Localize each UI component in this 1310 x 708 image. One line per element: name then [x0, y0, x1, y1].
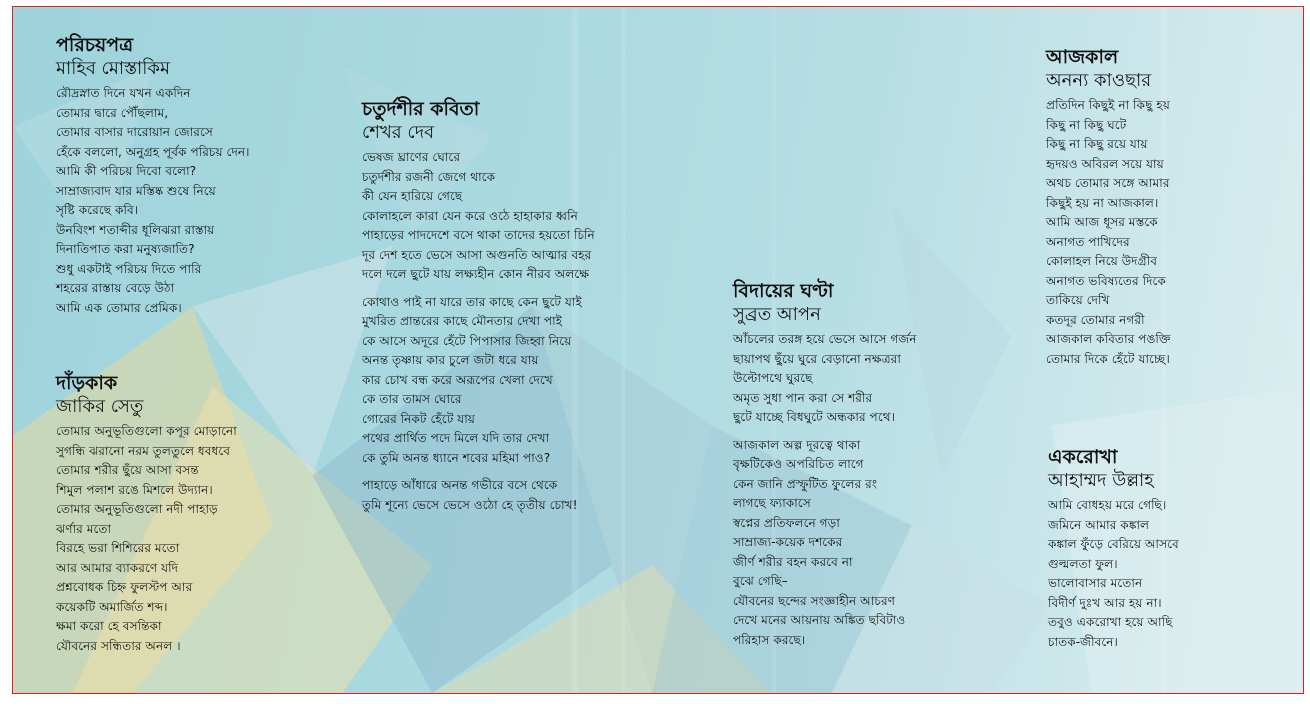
poem-line: আজকাল কবিতার পঙক্তি — [1046, 332, 1171, 346]
poem-line: শিমুল পলাশ রঙে মিশলে উদ্যান। — [56, 482, 213, 497]
poem-line: সৃষ্টি করেছে কবি। — [56, 203, 139, 217]
poem-line: লাগছে ফ্যাকাসে — [733, 496, 811, 510]
poem-darkak — [56, 371, 237, 664]
poem-line: তাকিয়ে দেখি — [1046, 293, 1110, 307]
poem-title: পরিচয়পত্র — [56, 34, 134, 56]
poem-line: বৃক্ষটিকেও অপরিচিত লাগে — [733, 457, 864, 471]
poem-line: তোমার শরীর ছুঁয়ে আসা বসন্ত — [56, 463, 199, 477]
poem-line: কঙ্কাল ফুঁড়ে বেরিয়ে আসবে — [1048, 537, 1179, 551]
poem-line: বুঝে গেছি– — [733, 574, 788, 588]
poem-ajkal — [1046, 45, 1171, 377]
poem-line: পথের প্রার্থিত পদে মিলে যদি তার দেখা — [362, 431, 550, 445]
poem-line: হেঁকে বললো, অনুগ্রহ পূর্বক পরিচয় দেন। — [56, 144, 250, 159]
poem-stanza — [362, 293, 595, 469]
poem-line: উনবিংশ শতাব্দীর ধূলিঝরা রাস্তায় — [56, 222, 215, 237]
poem-line: যৌবনের সন্ধিতার অনল । — [56, 638, 181, 653]
poem-porichoypotro — [56, 33, 250, 326]
poem-line: চাতক-জীবনে। — [1048, 634, 1118, 649]
poem-title: একরোখা — [1048, 446, 1118, 468]
poem-line: তোমার অনুভূতিগুলো নদী পাহাড় — [56, 502, 218, 516]
poem-line: শুধু একটাই পরিচয় দিতে পারি — [56, 261, 202, 276]
poem-line: কেন জানি প্রস্ফুটিত ফুলের রং — [733, 476, 878, 491]
poem-line: উল্টোপথে ঘুরছে — [733, 371, 813, 385]
poem-line: অথচ তোমার সঙ্গে আমার — [1046, 176, 1170, 190]
poem-title: দাঁড়কাক — [56, 372, 118, 394]
poem-stanza — [56, 422, 237, 656]
poem-line: ছায়াপথ ছুঁয়ে ঘুরে বেড়ানো নক্ষত্ররা — [733, 351, 901, 366]
poem-line: কার চোখ বন্ধ করে অরূপের খেলা দেখে — [362, 372, 553, 387]
poem-line: বিরহে ভরা শিশিরের মতো — [56, 541, 180, 555]
poem-ekrokha — [1048, 445, 1179, 660]
poem-author: জাকির সেতু — [56, 396, 144, 417]
poem-line: অনন্ত তৃষ্ণায় কার চুলে জটা ধরে যায় — [362, 353, 539, 367]
poem-line: আঁচলের তরঙ্গ হয়ে ভেসে আসে গর্জন — [733, 332, 917, 346]
poem-line: সাম্রাজ্যবাদ যার মস্তিষ্ক শুষে নিয়ে — [56, 183, 216, 198]
poem-line: কতদূর তোমার নগরী — [1046, 312, 1145, 327]
poem-line: তোমার দিকে হেঁটে যাচ্ছে। — [1046, 351, 1170, 366]
poem-line: তোমার দ্বারে পৌঁছলাম, — [56, 105, 169, 120]
poem-line: প্রতিদিন কিছুই না কিছু হয় — [1046, 98, 1170, 112]
poem-stanza — [362, 476, 595, 515]
poem-title: আজকাল — [1046, 46, 1119, 68]
poem-line: তোমার বাসার দারোয়ান জোরসে — [56, 125, 213, 139]
poem-stanza — [733, 330, 917, 428]
poetry-page — [12, 6, 1304, 694]
poem-line: আমি কী পরিচয় দিবো বলো? — [56, 164, 197, 178]
poem-line: অনাগত ভবিষ্যতের দিকে — [1046, 273, 1166, 288]
poem-line: গুল্মলতা ফুল। — [1048, 556, 1118, 571]
poem-line: ছুটে যাচ্ছে বিধঘুটে অন্ধকার পথে। — [733, 410, 895, 424]
poem-line: কিছু না কিছু রয়ে যায় — [1046, 137, 1148, 151]
poem-line: কে তার তামস ঘোরে — [362, 392, 462, 406]
poem-line: সাম্রাজ্য-কয়েক দশকের — [733, 535, 843, 549]
poem-line: কে তুমি অনন্ত ধ্যানে শবের মহিমা পাও? — [362, 450, 551, 465]
poem-line: দিনাতিপাত করা মনুষ্যজাতি? — [56, 242, 195, 256]
poem-line: অমৃত সুধা পান করা সে শরীর — [733, 390, 873, 405]
poem-line: কী যেন হারিয়ে গেছে — [362, 189, 463, 203]
poem-line: মুখরিত প্রান্তরের কাছে মৌনতার দেখা পাই — [362, 314, 563, 328]
poem-line: স্বপ্নের প্রতিফলনে গড়া — [733, 515, 840, 530]
poem-line: জীর্ণ শরীর বহন করবে না — [733, 554, 853, 569]
poem-line: বিদীর্ণ দুঃখ আর হয় না। — [1048, 595, 1162, 610]
poem-line: ভেষজ ঘ্রাণের ঘোরে — [362, 150, 461, 164]
poem-line: চতুর্দশীর রজনী জেগে থাকে — [362, 169, 496, 184]
poem-line: তোমার অনুভূতিগুলো কপূর মোড়ানো — [56, 424, 237, 438]
poem-line: দূর দেশ হতে ভেসে আসা অগুনতি আত্মার বহর — [362, 247, 592, 262]
poem-line: শহরের রাস্তায় বেড়ে উঠা — [56, 281, 175, 295]
poem-line: গোরের নিকট হেঁটে যায় — [362, 411, 475, 426]
poem-line: যৌবনের ছন্দের সংজ্ঞাহীন আচরণ — [733, 593, 896, 608]
poem-author: মাহিব মোস্তাকিম — [56, 58, 170, 79]
poem-line: আমি আজ ধূসর মস্তকে — [1046, 215, 1158, 229]
poem-line: দেখে মনের আয়নায় অঙ্কিত ছবিটাও — [733, 613, 906, 627]
poem-stanza — [1046, 96, 1171, 369]
poem-line: কিছুই হয় না আজকাল। — [1046, 195, 1159, 210]
poem-line: ভালোবাসার মতোন — [1048, 576, 1143, 590]
poem-author: শেখর দেব — [362, 122, 435, 143]
poem-title: বিদায়ের ঘণ্টা — [733, 280, 834, 302]
poem-line: পরিহাস করছে। — [733, 632, 806, 647]
poem-stanza — [1048, 496, 1179, 652]
poem-line: অনাগত পাখিদের — [1046, 234, 1130, 249]
poem-bidayer-ghonta — [733, 279, 917, 658]
poem-line: দলে দলে ছুটে যায় লক্ষ্যহীন কোন নীরব অলক্ষে — [362, 267, 590, 281]
poem-title: চতুর্দশীর কবিতা — [362, 98, 480, 120]
poem-author: সুব্রত আপন — [733, 304, 821, 325]
poem-line: প্রশ্নবোধক চিহ্ন ফুলস্টপ আর — [56, 580, 193, 594]
poem-line: রৌদ্রস্নাত দিনে যখন একদিন — [56, 86, 191, 100]
poem-stanza — [56, 84, 250, 318]
poem-line: সুগন্ধি ঝরানো নরম তুলতুলে ধবধবে — [56, 443, 231, 458]
poem-line: আমি এক তোমার প্রেমিক। — [56, 300, 182, 315]
poem-line: পাহাড়ে আঁধারে অনন্ত গভীরে বসে থেকে — [362, 478, 558, 492]
poem-author: আহাম্মদ উল্লাহ — [1048, 470, 1154, 491]
poem-author: অনন্য কাওছার — [1046, 70, 1152, 91]
poem-line: আর আমার ব্যাকরণে যদি — [56, 560, 179, 575]
poem-line: আমি বোধহয় মরে গেছি। — [1048, 498, 1167, 512]
poem-line: হৃদয়ও অবিরল সয়ে যায় — [1046, 156, 1164, 171]
poem-stanza — [733, 436, 917, 651]
poem-line: তুমি শূন্যে ভেসে ভেসে ওঠো হে তৃতীয় চোখ! — [362, 497, 578, 512]
poem-choturdoshir-kobita — [362, 97, 595, 523]
poem-stanza — [362, 148, 595, 285]
poem-line: আজকাল অল্প দূরত্বে থাকা — [733, 437, 861, 452]
poem-line: ক্ষমা করো হে বসন্তিকা — [56, 619, 162, 633]
poem-line: কোলাহলে কারা যেন করে ওঠে হাহাকার ধ্বনি — [362, 208, 578, 223]
poem-line: তবুও একরোখা হয়ে আছি — [1048, 615, 1173, 629]
poem-line: কয়েকটি অমার্জিত শব্দ। — [56, 599, 168, 614]
poem-line: পাহাড়ের পাদদেশে বসে থাকা তাদের হয়তো চিনি — [362, 228, 595, 242]
poem-line: জমিনে আমার কঙ্কাল — [1048, 517, 1150, 532]
poem-line: কোথাও পাই না যারে তার কাছে কেন ছুটে যাই — [362, 294, 582, 309]
poem-line: ঝর্ণার মতো — [56, 521, 112, 536]
poem-line: কোলাহল নিয়ে উদগ্রীব — [1046, 254, 1157, 268]
poem-line: কে আসে অদূরে হেঁটে পিপাসার জিহ্বা নিয়ে — [362, 333, 572, 348]
poem-line: কিছু না কিছু ঘটে — [1046, 117, 1127, 132]
